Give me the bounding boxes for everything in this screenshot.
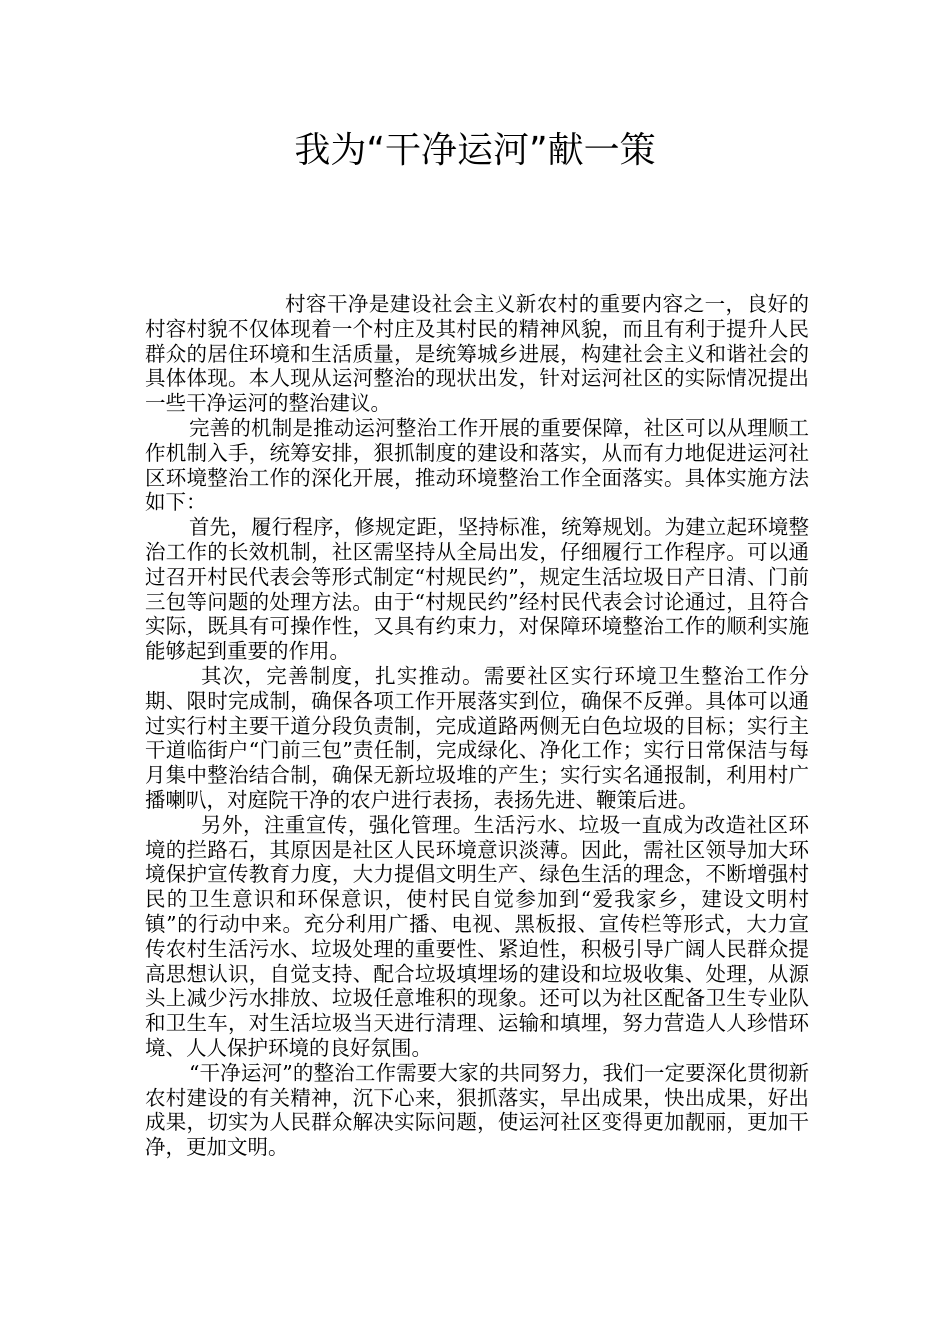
paragraph-additionally: 另外，注重宣传，强化管理。生活污水、垃圾一直成为改造社区环境的拦路石，其原因是社区人民环境意识淡薄。因此，需社区领导加大环境保护宣传教育力度，大力提倡文明生产、绿色生活的理念，不断增强村民的卫生意识和环保意识，使村民自觉参加到“爱我家乡，建设文明村镇”的行动中来。充分利用广播、电视、黑板报、宣传栏等形式，大力宣传农村生活污水、垃圾处理的重要性、紧迫性，积极引导广阔人民群众提高思想认识，自觉支持、配合垃圾填埋场的建设和垃圾收集、处理，从源头上减少污水排放、垃圾任意堆积的现象。还可以为社区配备卫生专业队和卫生车，对生活垃圾当天进行清理、运输和填埋，努力营造人人珍惜环境、人人保护环境的良好氛围。 [145, 812, 809, 1060]
paragraph-conclusion: “干净运河”的整治工作需要大家的共同努力，我们一定要深化贯彻新农村建设的有关精神，沉下心来，狠抓落实，早出成果，快出成果，好出成果，切实为人民群众解决实际问题，使运河社区变得更加靓丽，更加干净，更加文明。 [145, 1060, 809, 1160]
paragraph-first: 首先，履行程序，修规定距，坚持标准，统筹规划。为建立起环境整治工作的长效机制，社区需坚持从全局出发，仔细履行工作程序。可以通过召开村民代表会等形式制定“村规民约”，规定生活垃圾日产日清、门前三包等问题的处理方法。由于“村规民约”经村民代表会讨论通过，且符合实际，既具有可操作性，又具有约束力，对保障环境整治工作的顺利实施能够起到重要的作用。 [145, 515, 809, 664]
paragraph-mechanism: 完善的机制是推动运河整治工作开展的重要保障，社区可以从理顺工作机制入手，统筹安排，狠抓制度的建设和落实，从而有力地促进运河社区环境整治工作的深化开展，推动环境整治工作全面落实。具体实施方法如下： [145, 415, 809, 515]
paragraph-intro: 村容干净是建设社会主义新农村的重要内容之一，良好的村容村貌不仅体现着一个村庄及其村民的精神风貌，而且有利于提升人民群众的居住环境和生活质量，是统筹城乡进展，构建社会主义和谐社会的具体体现。本人现从运河整治的现状出发，针对运河社区的实际情况提出一些干净运河的整治建议。 [145, 292, 809, 416]
paragraph-second: 其次，完善制度，扎实推动。需要社区实行环境卫生整治工作分期、限时完成制，确保各项工作开展落实到位，确保不反弹。具体可以通过实行村主要干道分段负责制，完成道路两侧无白色垃圾的目标；实行主干道临街户“门前三包”责任制，完成绿化、净化工作；实行日常保洁与每月集中整治结合制，确保无新垃圾堆的产生；实行实名通报制，利用村广播喇叭，对庭院干净的农户进行表扬，表扬先进、鞭策后进。 [145, 663, 809, 812]
document-title: 我为“干净运河”献一策 [294, 130, 656, 171]
document-body [145, 292, 809, 1160]
